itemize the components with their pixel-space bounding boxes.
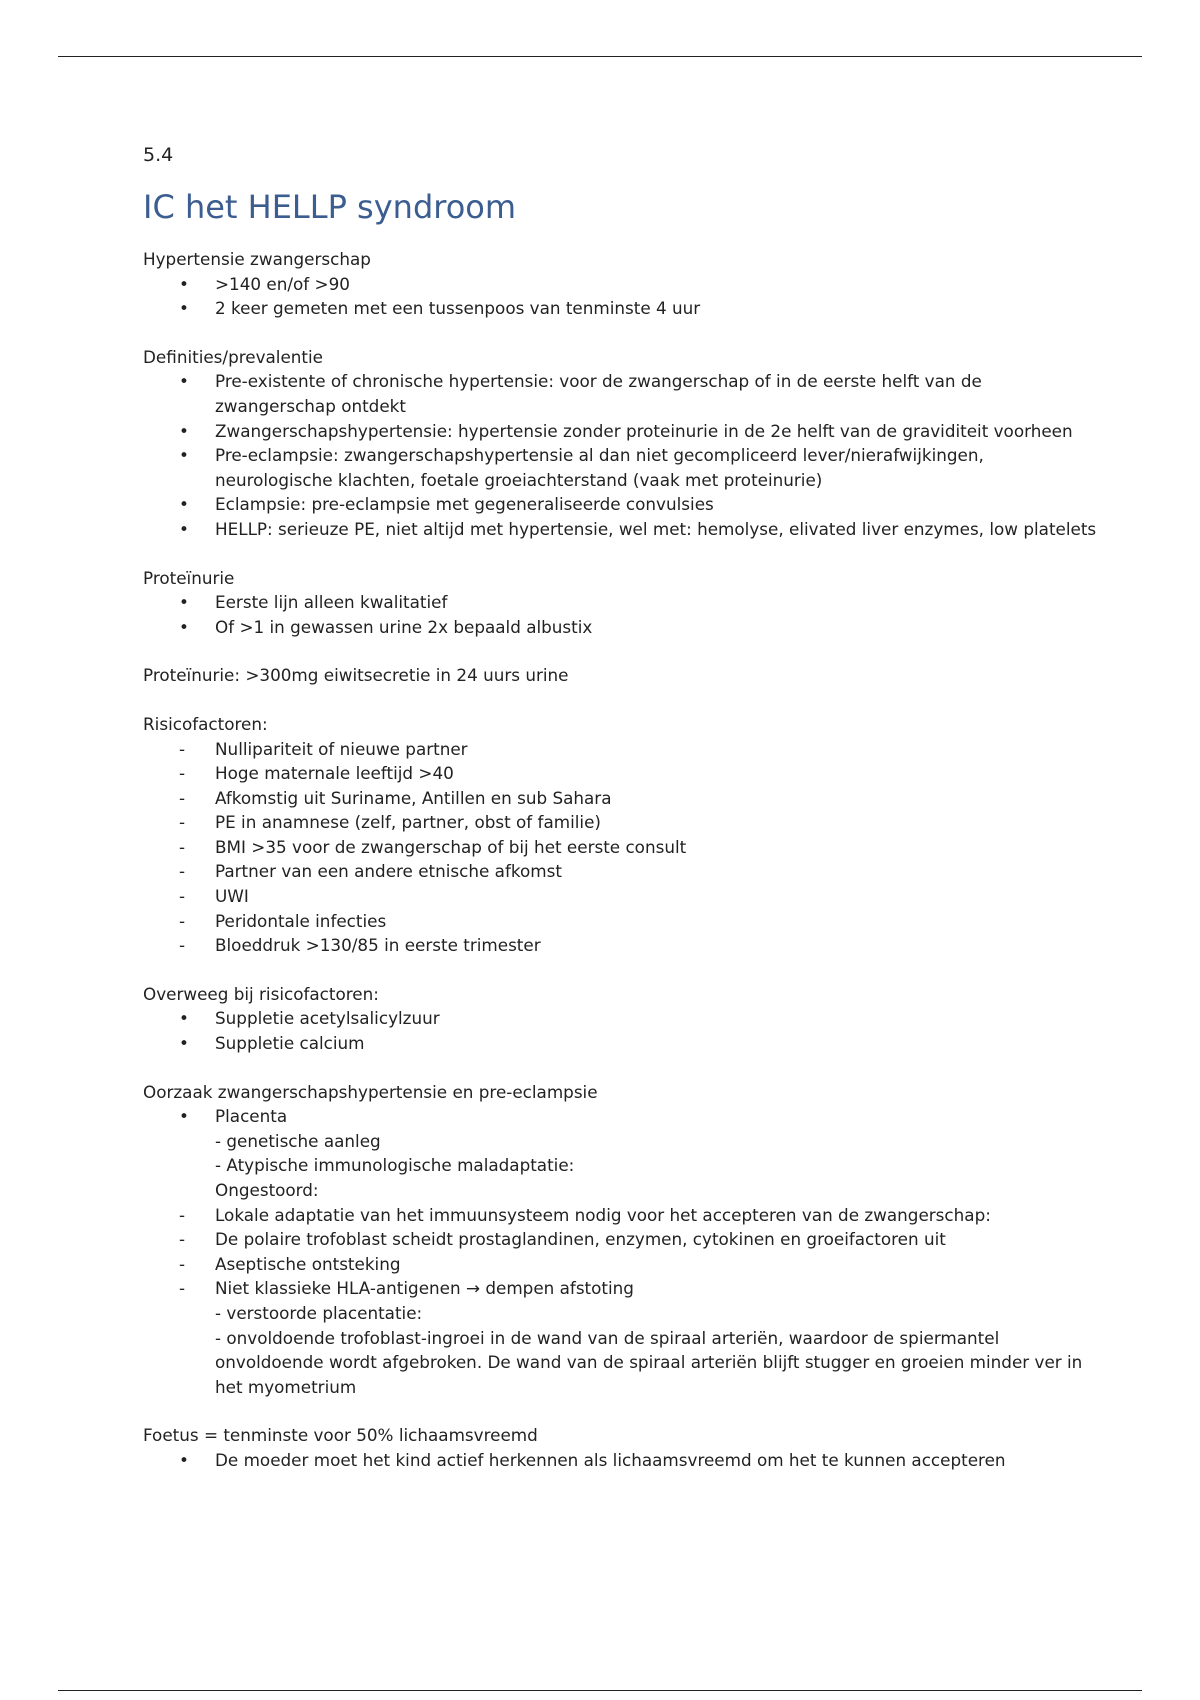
list-item: • De moeder moet het kind actief herkennen als lichaamsvreemd om het te kunnen accepteren: [179, 1449, 1006, 1470]
heading-risicofactoren: Risicofactoren:: [143, 713, 268, 734]
list-item: • Zwangerschapshypertensie: hypertensie zonder proteinurie in de 2e helft van de graviditeit voorheen: [179, 420, 1073, 441]
page-title: IC het HELLP syndroom: [143, 188, 517, 226]
heading-foetus: Foetus = tenminste voor 50% lichaamsvreemd: [143, 1425, 538, 1446]
list-item: • Pre-existente of chronische hypertensie: voor de zwangerschap of in de eerste helft van de zwangerschap ontdekt: [179, 371, 982, 416]
list-item: • Placenta - genetische aanleg - Atypische immunologische maladaptatie: Ongestoord:: [179, 1106, 575, 1200]
list-item: • Pre-eclampsie: zwangerschapshypertensie al dan niet gecompliceerd lever/nierafwijkingen, neurologische klachten, foetale groeiachterstand (vaak met proteinurie): [179, 445, 984, 490]
list-item: - BMI >35 voor de zwangerschap of bij het eerste consult: [179, 836, 687, 857]
heading-hypertensie: Hypertensie zwangerschap: [143, 249, 371, 269]
list-item: - Peridontale infecties: [179, 910, 387, 931]
list-item: - Bloeddruk >130/85 in eerste trimester: [179, 935, 541, 956]
heading-oorzaak: Oorzaak zwangerschapshypertensie en pre-eclampsie: [143, 1081, 598, 1102]
bullet-list: [143, 272, 1103, 321]
dash-list: [143, 737, 1103, 958]
list-item: • Suppletie calcium: [179, 1033, 365, 1054]
list-item: • Eclampsie: pre-eclampsie met gegeneraliseerde convulsies: [179, 494, 714, 515]
list-item: - Aseptische ontsteking: [179, 1253, 401, 1274]
bullet-list: [143, 369, 1103, 541]
document-body: [143, 143, 1103, 1497]
proteinurie-definition: Proteïnurie: >300mg eiwitsecretie in 24 uurs urine: [143, 665, 569, 686]
list-item: • Suppletie acetylsalicylzuur: [179, 1008, 440, 1029]
list-item: • Of >1 in gewassen urine 2x bepaald albustix: [179, 616, 593, 637]
list-item: • Eerste lijn alleen kwalitatief: [179, 592, 448, 613]
list-item: - De polaire trofoblast scheidt prostaglandinen, enzymen, cytokinen en groeifactoren uit: [179, 1229, 946, 1250]
list-item: - Hoge maternale leeftijd >40: [179, 763, 454, 784]
header-rule: [58, 56, 1142, 57]
heading-definities: Definities/prevalentie: [143, 346, 323, 367]
list-item: - Afkomstig uit Suriname, Antillen en sub Sahara: [179, 787, 612, 808]
list-item: - Partner van een andere etnische afkomst: [179, 861, 562, 882]
list-item: - PE in anamnese (zelf, partner, obst of familie): [179, 812, 601, 833]
dash-list: [143, 1203, 1103, 1400]
list-item: - Niet klassieke HLA-antigenen → dempen afstoting - verstoorde placentatie: - onvoldoende trofoblast-ingroei in de wand van de spiraal arteriën, waardoor de spiermantel onvoldoende wordt afgebroken. De wand van de spiraal arteriën blijft stugger en groeien minder ver in het myometrium: [179, 1278, 1083, 1397]
heading-proteinurie: Proteïnurie: [143, 567, 235, 588]
list-item: • 2 keer gemeten met een tussenpoos van tenminste 4 uur: [179, 298, 701, 319]
bullet-list: [143, 590, 1103, 639]
list-item: - Lokale adaptatie van het immuunsysteem nodig voor het accepteren van de zwangerschap:: [179, 1204, 991, 1225]
footer-rule: [58, 1690, 1142, 1691]
list-item: - UWI: [179, 886, 249, 907]
section-number: 5.4: [143, 144, 174, 166]
list-item: • HELLP: serieuze PE, niet altijd met hypertensie, wel met: hemolyse, elivated liver enzymes, low platelets: [179, 518, 1097, 539]
bullet-list: [143, 1006, 1103, 1055]
bullet-list: [143, 1448, 1103, 1473]
list-item: - Nullipariteit of nieuwe partner: [179, 738, 468, 759]
bullet-list: [143, 1104, 1103, 1202]
heading-overweeg: Overweeg bij risicofactoren:: [143, 983, 379, 1004]
list-item: • >140 en/of >90: [179, 273, 350, 294]
